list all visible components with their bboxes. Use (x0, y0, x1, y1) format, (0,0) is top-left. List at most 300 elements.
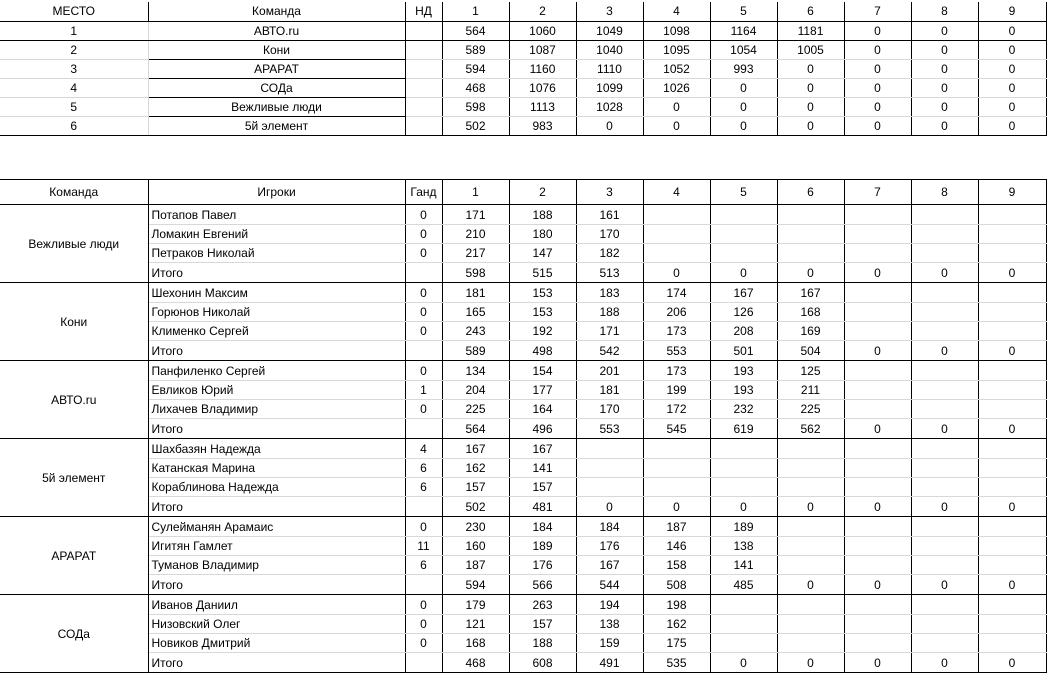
team-total-row (0, 419, 1046, 439)
player-row (0, 556, 1046, 575)
player-score-cell: 180 (509, 225, 576, 244)
player-score-cell: 138 (576, 615, 643, 634)
player-score-cell (710, 634, 777, 653)
player-score-cell: 173 (643, 322, 710, 341)
team-total-cell: 0 (844, 419, 911, 439)
team-total-cell: 502 (442, 497, 509, 517)
total-label-cell: Итого (148, 341, 405, 361)
player-row (0, 615, 1046, 634)
player-score-cell (710, 205, 777, 225)
team-total-cell: 0 (777, 653, 844, 673)
details-header-row (0, 180, 1046, 205)
standings-row (0, 78, 1046, 97)
player-score-cell (911, 303, 978, 322)
team-total-cell: 0 (576, 497, 643, 517)
game-total-cell: 468 (442, 78, 509, 97)
player-score-cell: 208 (710, 322, 777, 341)
player-score-cell (710, 478, 777, 497)
player-row (0, 634, 1046, 653)
player-score-cell: 199 (643, 381, 710, 400)
player-score-cell: 183 (576, 283, 643, 303)
player-score-cell (643, 478, 710, 497)
total-label-cell: Итого (148, 419, 405, 439)
player-score-cell: 189 (509, 537, 576, 556)
player-score-cell (911, 283, 978, 303)
standings-header-cell: 4 (643, 2, 710, 21)
total-label-cell: Итого (148, 575, 405, 595)
player-score-cell (777, 205, 844, 225)
team-total-cell: 0 (911, 263, 978, 283)
player-score-cell: 179 (442, 595, 509, 615)
player-score-cell: 173 (643, 361, 710, 381)
handicap-cell: 0 (405, 361, 442, 381)
player-score-cell: 193 (710, 361, 777, 381)
team-total-cell: 0 (643, 497, 710, 517)
player-score-cell: 157 (509, 478, 576, 497)
team-total-cell: 504 (777, 341, 844, 361)
team-total-cell: 0 (978, 497, 1046, 517)
player-score-cell: 198 (643, 595, 710, 615)
player-score-cell: 167 (576, 556, 643, 575)
player-name-cell: Потапов Павел (148, 205, 405, 225)
game-total-cell: 1028 (576, 97, 643, 116)
standings-header-cell: 5 (710, 2, 777, 21)
team-total-cell: 481 (509, 497, 576, 517)
player-score-cell: 141 (509, 459, 576, 478)
player-score-cell: 184 (576, 517, 643, 537)
game-total-cell: 1060 (509, 21, 576, 40)
player-score-cell (911, 634, 978, 653)
game-total-cell: 0 (777, 78, 844, 97)
player-score-cell (844, 459, 911, 478)
player-name-cell: Новиков Дмитрий (148, 634, 405, 653)
player-name-cell: Туманов Владимир (148, 556, 405, 575)
player-score-cell: 210 (442, 225, 509, 244)
team-total-cell: 0 (710, 653, 777, 673)
team-total-cell: 0 (911, 419, 978, 439)
player-score-cell (911, 439, 978, 459)
standings-header-cell: Команда (148, 2, 405, 21)
player-score-cell (911, 537, 978, 556)
details-header-cell: Ганд (405, 180, 442, 205)
player-name-cell: Клименко Сергей (148, 322, 405, 341)
game-total-cell: 1054 (710, 40, 777, 59)
player-name-cell: Горюнов Николай (148, 303, 405, 322)
team-cell: СОДа (148, 78, 405, 97)
player-name-cell: Иванов Даниил (148, 595, 405, 615)
game-total-cell: 0 (576, 116, 643, 135)
player-name-cell: Низовский Олег (148, 615, 405, 634)
player-name-cell: Ломакин Евгений (148, 225, 405, 244)
player-score-cell: 189 (710, 517, 777, 537)
total-label-cell: Итого (148, 263, 405, 283)
player-score-cell: 176 (509, 556, 576, 575)
team-total-row (0, 497, 1046, 517)
game-total-cell: 0 (911, 97, 978, 116)
details-header-cell: 8 (911, 180, 978, 205)
team-total-cell: 513 (576, 263, 643, 283)
player-score-cell: 243 (442, 322, 509, 341)
player-score-cell: 176 (576, 537, 643, 556)
player-score-cell (978, 478, 1046, 497)
player-score-cell: 162 (442, 459, 509, 478)
player-row (0, 595, 1046, 615)
handicap-cell: 0 (405, 615, 442, 634)
team-total-cell: 0 (844, 653, 911, 673)
team-total-cell: 542 (576, 341, 643, 361)
game-total-cell: 1113 (509, 97, 576, 116)
player-score-cell: 164 (509, 400, 576, 419)
team-total-cell: 0 (710, 263, 777, 283)
player-score-cell (844, 303, 911, 322)
details-header-cell: 6 (777, 180, 844, 205)
team-total-cell: 0 (911, 575, 978, 595)
player-score-cell (777, 595, 844, 615)
player-score-cell: 167 (777, 283, 844, 303)
standings-row (0, 59, 1046, 78)
game-total-cell: 598 (442, 97, 509, 116)
team-cell: АВТО.ru (148, 21, 405, 40)
game-total-cell: 1098 (643, 21, 710, 40)
player-score-cell (978, 303, 1046, 322)
standings-header-cell: 6 (777, 2, 844, 21)
total-handicap-cell (405, 263, 442, 283)
standings-row (0, 40, 1046, 59)
player-score-cell: 146 (643, 537, 710, 556)
handicap-cell: 0 (405, 225, 442, 244)
player-score-cell: 188 (576, 303, 643, 322)
game-total-cell: 0 (844, 78, 911, 97)
player-score-cell (978, 361, 1046, 381)
player-score-cell (911, 478, 978, 497)
handicap-cell: 0 (405, 205, 442, 225)
player-score-cell (844, 205, 911, 225)
player-score-cell (844, 478, 911, 497)
player-score-cell (978, 634, 1046, 653)
player-score-cell (777, 634, 844, 653)
player-score-cell (576, 478, 643, 497)
player-name-cell: Игитян Гамлет (148, 537, 405, 556)
handicap-cell: 6 (405, 556, 442, 575)
details-header-cell: 7 (844, 180, 911, 205)
player-score-cell (978, 439, 1046, 459)
player-score-cell (844, 244, 911, 263)
total-handicap-cell (405, 575, 442, 595)
player-name-cell: Катанская Марина (148, 459, 405, 478)
game-total-cell: 1164 (710, 21, 777, 40)
details-header-cell: 1 (442, 180, 509, 205)
game-total-cell: 0 (844, 59, 911, 78)
team-total-cell: 0 (643, 263, 710, 283)
player-score-cell: 232 (710, 400, 777, 419)
handicap-cell: 1 (405, 381, 442, 400)
player-score-cell (710, 439, 777, 459)
player-score-cell: 225 (777, 400, 844, 419)
team-total-cell: 0 (777, 497, 844, 517)
game-total-cell: 0 (911, 116, 978, 135)
team-name-cell: АВТО.ru (0, 361, 148, 439)
player-score-cell: 187 (442, 556, 509, 575)
player-score-cell (576, 439, 643, 459)
player-score-cell: 188 (509, 205, 576, 225)
player-score-cell: 141 (710, 556, 777, 575)
player-score-cell (777, 615, 844, 634)
handicap-cell: 6 (405, 478, 442, 497)
player-score-cell (978, 225, 1046, 244)
player-score-cell (911, 381, 978, 400)
player-row (0, 439, 1046, 459)
standings-row (0, 97, 1046, 116)
player-score-cell: 165 (442, 303, 509, 322)
team-total-cell: 553 (576, 419, 643, 439)
game-total-cell: 0 (777, 97, 844, 116)
player-score-cell: 187 (643, 517, 710, 537)
player-score-cell (844, 439, 911, 459)
player-score-cell (978, 205, 1046, 225)
player-score-cell (643, 205, 710, 225)
player-score-cell (844, 517, 911, 537)
team-total-cell: 0 (777, 575, 844, 595)
standings-row (0, 21, 1046, 40)
standings-header-cell: 2 (509, 2, 576, 21)
standings-header-cell: 1 (442, 2, 509, 21)
game-total-cell: 502 (442, 116, 509, 135)
player-score-cell (643, 439, 710, 459)
team-total-cell: 508 (643, 575, 710, 595)
team-total-cell: 566 (509, 575, 576, 595)
game-total-cell: 1076 (509, 78, 576, 97)
player-score-cell (844, 634, 911, 653)
team-total-cell: 619 (710, 419, 777, 439)
game-total-cell: 0 (710, 97, 777, 116)
player-score-cell: 217 (442, 244, 509, 263)
game-total-cell: 993 (710, 59, 777, 78)
player-score-cell (911, 615, 978, 634)
details-header-cell: 5 (710, 180, 777, 205)
player-row (0, 303, 1046, 322)
player-row (0, 244, 1046, 263)
player-score-cell: 170 (576, 225, 643, 244)
player-name-cell: Петраков Николай (148, 244, 405, 263)
team-total-row (0, 575, 1046, 595)
player-score-cell: 161 (576, 205, 643, 225)
player-score-cell: 167 (509, 439, 576, 459)
player-score-cell: 174 (643, 283, 710, 303)
game-total-cell: 0 (777, 59, 844, 78)
team-total-cell: 0 (978, 419, 1046, 439)
player-score-cell: 158 (643, 556, 710, 575)
team-total-cell: 501 (710, 341, 777, 361)
team-total-cell: 0 (911, 497, 978, 517)
game-total-cell: 1049 (576, 21, 643, 40)
standings-header-cell: 7 (844, 2, 911, 21)
player-score-cell (777, 556, 844, 575)
player-score-cell (844, 225, 911, 244)
team-total-row (0, 263, 1046, 283)
player-score-cell: 157 (442, 478, 509, 497)
player-score-cell (978, 615, 1046, 634)
player-score-cell: 194 (576, 595, 643, 615)
team-total-cell: 594 (442, 575, 509, 595)
team-total-cell: 589 (442, 341, 509, 361)
player-row (0, 205, 1046, 225)
team-cell: 5й элемент (148, 116, 405, 135)
standings-header-cell: 8 (911, 2, 978, 21)
handicap-cell: 0 (405, 322, 442, 341)
player-score-cell: 263 (509, 595, 576, 615)
details-header-cell: Команда (0, 180, 148, 205)
handicap-cell: 6 (405, 459, 442, 478)
player-score-cell (844, 361, 911, 381)
game-total-cell: 589 (442, 40, 509, 59)
team-total-cell: 0 (978, 575, 1046, 595)
player-score-cell: 201 (576, 361, 643, 381)
nd-cell (405, 21, 442, 40)
game-total-cell: 0 (844, 116, 911, 135)
team-total-cell: 0 (978, 653, 1046, 673)
player-score-cell: 182 (576, 244, 643, 263)
player-row (0, 537, 1046, 556)
game-total-cell: 0 (911, 21, 978, 40)
player-score-cell: 154 (509, 361, 576, 381)
player-score-cell (777, 478, 844, 497)
game-total-cell: 1040 (576, 40, 643, 59)
standings-header-cell: МЕСТО (0, 2, 148, 21)
player-score-cell (643, 225, 710, 244)
player-score-cell (911, 322, 978, 341)
player-score-cell (911, 400, 978, 419)
team-total-cell: 0 (911, 341, 978, 361)
total-handicap-cell (405, 341, 442, 361)
player-row (0, 517, 1046, 537)
team-cell: Кони (148, 40, 405, 59)
player-score-cell: 147 (509, 244, 576, 263)
nd-cell (405, 40, 442, 59)
team-total-row (0, 653, 1046, 673)
game-total-cell: 564 (442, 21, 509, 40)
game-total-cell: 1095 (643, 40, 710, 59)
team-total-cell: 562 (777, 419, 844, 439)
player-score-cell: 193 (710, 381, 777, 400)
player-score-cell: 181 (442, 283, 509, 303)
place-cell: 3 (0, 59, 148, 78)
game-total-cell: 0 (777, 116, 844, 135)
player-score-cell (978, 400, 1046, 419)
player-row (0, 400, 1046, 419)
total-handicap-cell (405, 653, 442, 673)
player-score-cell (710, 459, 777, 478)
handicap-cell: 0 (405, 595, 442, 615)
player-score-cell: 204 (442, 381, 509, 400)
player-score-cell (911, 595, 978, 615)
player-name-cell: Шехонин Максим (148, 283, 405, 303)
player-score-cell (777, 244, 844, 263)
player-score-cell: 159 (576, 634, 643, 653)
team-total-cell: 545 (643, 419, 710, 439)
player-score-cell: 177 (509, 381, 576, 400)
handicap-cell: 0 (405, 303, 442, 322)
player-score-cell (978, 459, 1046, 478)
team-total-cell: 598 (442, 263, 509, 283)
team-total-cell: 0 (710, 497, 777, 517)
player-name-cell: Панфиленко Сергей (148, 361, 405, 381)
player-score-cell (643, 244, 710, 263)
player-score-cell (911, 556, 978, 575)
player-name-cell: Сулейманян Арамаис (148, 517, 405, 537)
nd-cell (405, 78, 442, 97)
player-score-cell (844, 283, 911, 303)
player-score-cell (844, 400, 911, 419)
player-score-cell (710, 244, 777, 263)
game-total-cell: 0 (978, 59, 1046, 78)
team-total-cell: 485 (710, 575, 777, 595)
handicap-cell: 4 (405, 439, 442, 459)
game-total-cell: 0 (710, 116, 777, 135)
player-score-cell: 230 (442, 517, 509, 537)
team-name-cell: Вежливые люди (0, 205, 148, 283)
place-cell: 6 (0, 116, 148, 135)
player-score-cell: 168 (442, 634, 509, 653)
team-total-cell: 0 (978, 341, 1046, 361)
player-score-cell: 188 (509, 634, 576, 653)
player-score-cell: 162 (643, 615, 710, 634)
team-name-cell: Кони (0, 283, 148, 361)
game-total-cell: 0 (643, 97, 710, 116)
team-total-cell: 0 (844, 497, 911, 517)
handicap-cell: 0 (405, 283, 442, 303)
place-cell: 4 (0, 78, 148, 97)
game-total-cell: 1160 (509, 59, 576, 78)
player-row (0, 225, 1046, 244)
player-score-cell: 181 (576, 381, 643, 400)
player-score-cell: 170 (576, 400, 643, 419)
player-name-cell: Кораблинова Надежда (148, 478, 405, 497)
team-total-cell: 0 (777, 263, 844, 283)
player-score-cell (710, 595, 777, 615)
game-total-cell: 0 (978, 21, 1046, 40)
player-score-cell: 126 (710, 303, 777, 322)
player-score-cell (911, 205, 978, 225)
player-score-cell (844, 556, 911, 575)
game-total-cell: 0 (911, 40, 978, 59)
player-row (0, 459, 1046, 478)
player-score-cell: 192 (509, 322, 576, 341)
player-score-cell: 160 (442, 537, 509, 556)
player-score-cell: 168 (777, 303, 844, 322)
player-score-cell: 169 (777, 322, 844, 341)
player-score-cell: 157 (509, 615, 576, 634)
team-total-cell: 608 (509, 653, 576, 673)
nd-cell (405, 97, 442, 116)
game-total-cell: 1005 (777, 40, 844, 59)
player-score-cell (844, 537, 911, 556)
game-total-cell: 1181 (777, 21, 844, 40)
team-name-cell: АРАРАТ (0, 517, 148, 595)
game-total-cell: 0 (844, 97, 911, 116)
place-cell: 5 (0, 97, 148, 116)
player-score-cell: 175 (643, 634, 710, 653)
game-total-cell: 0 (844, 40, 911, 59)
player-score-cell: 134 (442, 361, 509, 381)
player-score-cell (978, 517, 1046, 537)
handicap-cell: 11 (405, 537, 442, 556)
game-total-cell: 594 (442, 59, 509, 78)
details-header-cell: 9 (978, 180, 1046, 205)
game-total-cell: 1099 (576, 78, 643, 97)
place-cell: 1 (0, 21, 148, 40)
player-score-cell: 211 (777, 381, 844, 400)
player-score-cell: 153 (509, 303, 576, 322)
